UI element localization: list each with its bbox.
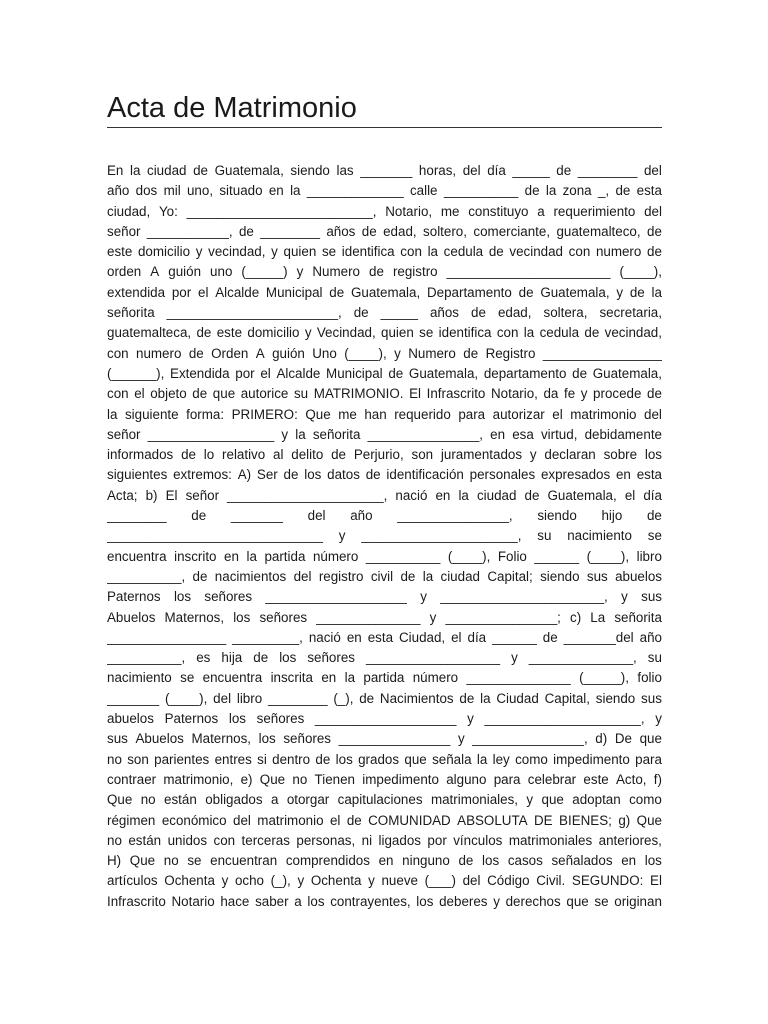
body-line: nacimiento se encuentra inscrita en la partida número ______________ (_____), folio (107, 670, 662, 686)
body-line: _______ (____), del libro ________ (_), de Nacimientos de la Ciudad Capital, siendo sus (107, 690, 662, 706)
body-line: siguientes extremos: A) Ser de los datos de identificación personales expresados en esta (107, 467, 662, 483)
body-line: Infrascrito Notario hace saber a los contrayentes, los deberes y derechos que se originan (107, 893, 662, 909)
body-line: Acta; b) El señor _____________________, nació en la ciudad de Guatemala, el día (107, 487, 662, 503)
body-line: no están unidos con terceras personas, ni ligados por vínculos matrimoniales anteriores, (107, 832, 662, 848)
document-title: Acta de Matrimonio (107, 92, 357, 124)
body-line: Abuelos Maternos, los señores ______________ y _______________; c) La señorita (107, 609, 662, 625)
body-line: señorita _______________________, de _____ años de edad, soltera, secretaria, (107, 305, 662, 321)
body-line: régimen económico del matrimonio el de COMUNIDAD ABSOLUTA DE BIENES; g) Que (107, 812, 662, 828)
body-line: año dos mil uno, situado en la _____________ calle __________ de la zona _, de esta (107, 183, 662, 199)
body-line: artículos Ochenta y ocho (_), y Ochenta y nueve (___) del Código Civil. SEGUNDO: El (107, 873, 662, 889)
body-line: extendida por el Alcalde Municipal de Guatemala, Departamento de Guatemala, y de la (107, 284, 662, 300)
body-line: En la ciudad de Guatemala, siendo las _______ horas, del día _____ de ________ del (107, 163, 662, 178)
body-line: Que no están obligados a otorgar capitulaciones matrimoniales, y que adoptan como (107, 792, 662, 808)
body-line: con numero de Orden A guión Uno (____), y Numero de Registro ________________ (107, 345, 662, 361)
body-line: abuelos Paternos los señores ___________________ y _____________________, y (107, 711, 662, 727)
body-line: __________, de nacimientos del registro civil de la ciudad Capital; siendo sus abuelos (107, 568, 662, 584)
body-line: encuentra inscrito en la partida número __________ (____), Folio ______ (____), libro (107, 548, 662, 564)
body-line: ________ de _______ del año _______________, siendo hijo de (107, 508, 662, 524)
body-line: (______), Extendida por el Alcalde Municipal de Guatemala, departamento de Guatemala, (107, 365, 662, 381)
body-line: ________________ _________, nació en esta Ciudad, el día ______ de _______del año (107, 629, 662, 645)
body-line: __________, es hija de los señores __________________ y ______________, su (107, 650, 662, 666)
body-line: ciudad, Yo: _________________________, Notario, me constituyo a requerimiento del (107, 203, 662, 219)
document-body (107, 161, 662, 912)
body-line: la siguiente forma: PRIMERO: Que me han requerido para autorizar el matrimonio del (107, 406, 662, 422)
title-underline (107, 127, 662, 128)
body-line: contraer matrimonio, e) Que no Tienen impedimento alguno para celebrar este Acto, f) (107, 771, 662, 787)
body-line: señor ___________, de ________ años de edad, soltero, comerciante, guatemalteco, de (107, 223, 662, 239)
body-line: no son parientes entres si dentro de los grados que señala la ley como impedimento para (107, 751, 662, 767)
body-line: sus Abuelos Maternos, los señores _______________ y _______________, d) De que (107, 731, 662, 747)
body-line: guatemalteca, de este domicilio y Vecindad, quien se identifica con la cedula de vecindad, (107, 325, 662, 341)
body-line: este domicilio y vecindad, y quien se identifica con la cedula de vecindad con numero de (107, 244, 662, 260)
body-line: orden A guión uno (_____) y Numero de registro ______________________ (____), (107, 264, 662, 280)
body-line: H) Que no se encuentran comprendidos en ninguno de los casos señalados en los (107, 853, 662, 869)
body-line: Paternos los señores ___________________ y ______________________, y sus (107, 589, 662, 605)
body-line: señor _________________ y la señorita _______________, en esa virtud, debidamente (107, 426, 662, 442)
body-line: informados de lo relativo al delito de Perjurio, son juramentados y declaran sobre los (107, 447, 662, 463)
body-line: con el objeto de que autorice su MATRIMONIO. El Infrascrito Notario, da fe y procede de (107, 386, 662, 402)
body-line: _____________________________ y _____________________, su nacimiento se (107, 528, 662, 544)
